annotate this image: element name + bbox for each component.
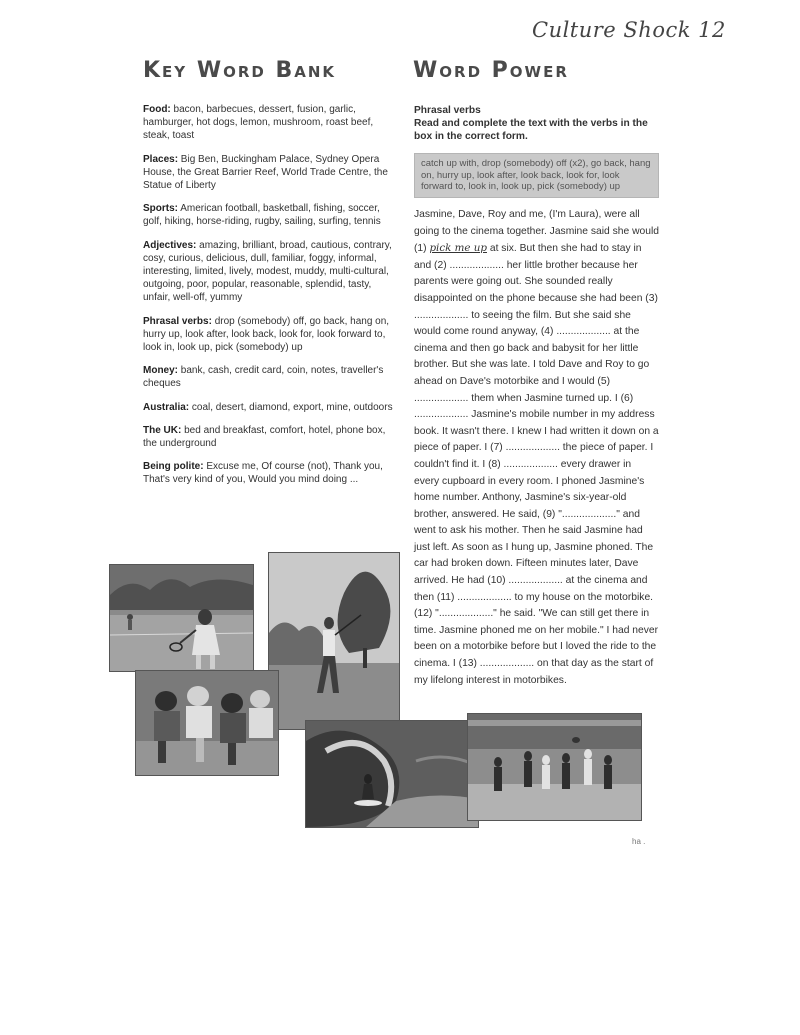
entry-phrasal-verbs: Phrasal verbs: drop (somebody) off, go back, hang on, hurry up, look after, look back, look for, look forward to, look in, look up, pick (somebody) up (143, 315, 390, 354)
basketball-photo (467, 713, 642, 821)
american-football-photo (135, 670, 279, 776)
tennis-photo (109, 564, 254, 672)
phrasal-verbs-subheading: Phrasal verbs (414, 105, 481, 116)
page-mark: ha . (632, 837, 646, 846)
entry-places: Places: Big Ben, Buckingham Palace, Sydney Opera House, the Great Barrier Reef, World Trade Centre, the Statue of Liberty (143, 153, 388, 192)
verb-box: catch up with, drop (somebody) off (x2), go back, hang on, hurry up, look after, look back, look for, look forward to, look in, look up, pick (somebody) up (414, 153, 659, 198)
exercise-instruction: Read and complete the text with the verbs in the box in the correct form. (414, 118, 648, 142)
entry-the-uk: The UK: bed and breakfast, comfort, hotel, phone box, the underground (143, 424, 386, 450)
key-word-bank-list (143, 103, 393, 497)
entry-being-polite: Being polite: Excuse me, Of course (not), Thank you, That's very kind of you, Would you mind doing ... (143, 461, 383, 486)
entry-sports: Sports: American football, basketball, fishing, soccer, golf, hiking, horse-riding, rugby, sailing, surfing, tennis (143, 203, 381, 228)
entry-money: Money: bank, cash, credit card, coin, notes, traveller's cheques (143, 365, 384, 390)
word-power-title: Word Power (413, 58, 569, 83)
page-header-title: Culture Shock 12 (532, 18, 726, 42)
entry-food: Food: bacon, barbecues, dessert, fusion, garlic, hamburger, hot dogs, lemon, mushroom, roast beef, steak, toast (143, 104, 374, 142)
handwritten-answer-1: pick me up (429, 242, 487, 255)
entry-australia: Australia: coal, desert, diamond, export, mine, outdoors (143, 401, 393, 413)
golf-photo (268, 552, 400, 730)
surfing-photo (305, 720, 479, 828)
entry-adjectives: Adjectives: amazing, brilliant, broad, cautious, contrary, cosy, curious, delicious, dull, familiar, foggy, informal, interesting, limited, lively, modest, muddy, multi-cultural, outgoing, poor, popular, reasonable, splendid, tasty, unfair, well-off, yummy (143, 239, 392, 304)
word-power-panel (414, 104, 659, 198)
exercise-story-text: Jasmine, Dave, Roy and me, (I'm Laura), were all going to the cinema together. Jasmine said she would (1) pick me up at six. But then she had to stay in and (2) ................... her little brother because her parents were going out. She sounded really disappointed on the phone because she had been (3) ................... to seeing the film. But she said she would come round anyway, (4) ................... at the cinema and then go back and babysit for her little brother. But she was late. I told Dave and Roy to go ahead on Dave's motorbike and I would (5) ................... them when Jasmine turned up. I (6) ................... Jasmine's mobile number in my address book. It wasn't there. I knew I had written it down on a piece of paper. I (7) ................... the piece of paper. I couldn't find it. I (8) ................... every drawer in every cupboard in every room. I phoned Jasmine's home number. Anthony, Jasmine's six-year-old brother, answered. He said, (9) "..................." and went to ask his mother. Then he said Jasmine had just left. As soon as I hung up, Jasmine phoned. The car had broken down. Fifteen minutes later, Dave arrived. He had (10) ................... at the cinema and then (11) ................... to my house on the motorbike. (12) "..................." he said. "We can still get there in time. Jasmine phoned me on her mobile." I had never been on a motorbike before but I loved the ride to the cinema. I (13) ................... on that day as the start of my lifelong interest in motorbikes. (414, 209, 659, 686)
key-word-bank-title: Key Word Bank (143, 58, 337, 83)
